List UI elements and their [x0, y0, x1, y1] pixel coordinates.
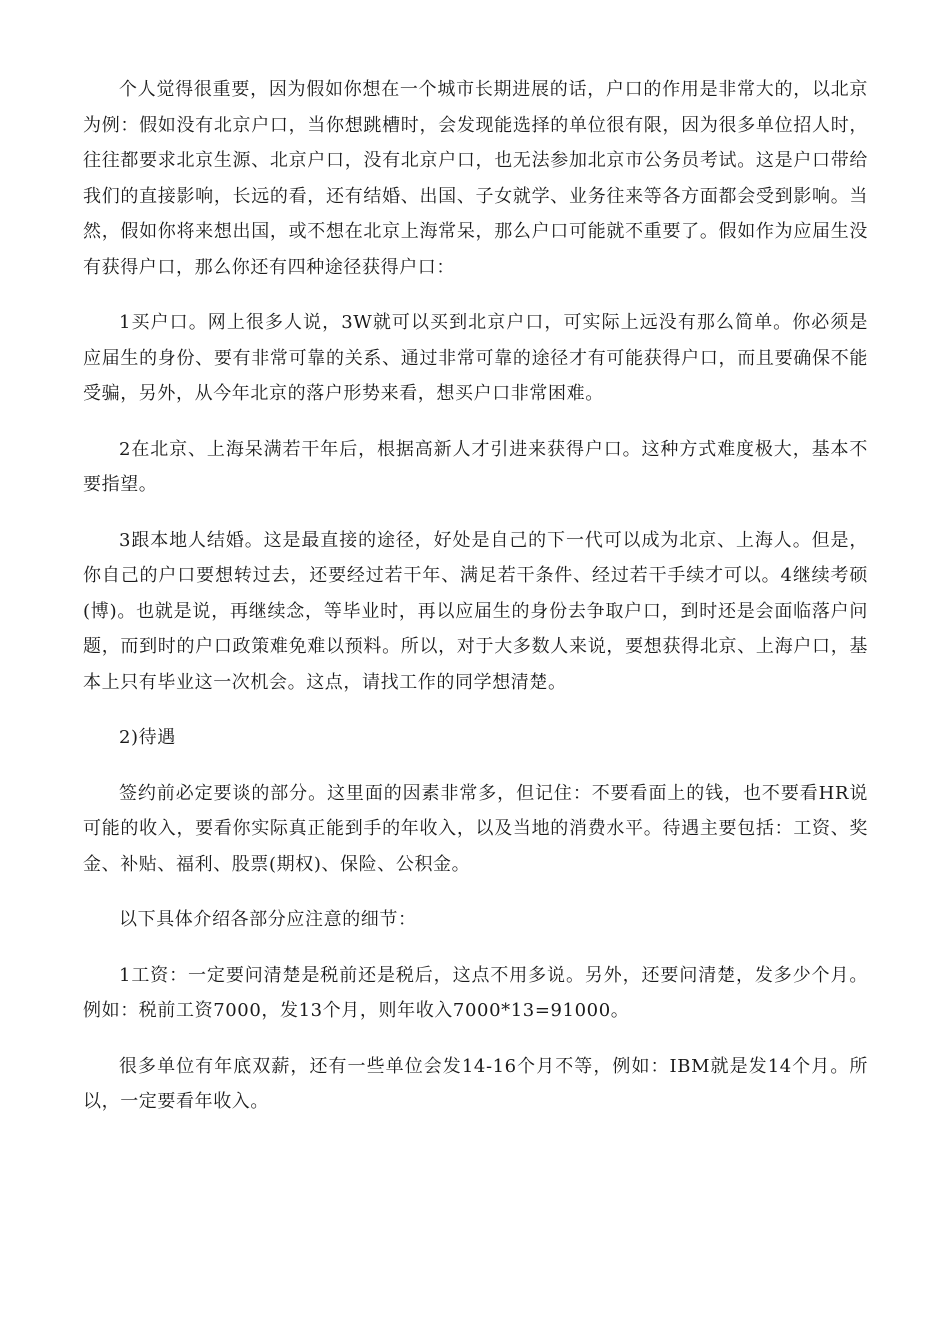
paragraph-details-intro: 以下具体介绍各部分应注意的细节：: [119, 909, 417, 930]
section-heading-compensation: 2)待遇: [119, 727, 176, 748]
paragraph-salary: 1工资：一定要问清楚是税前还是税后，这点不用多说。另外，还要问清楚，发多少个月。例如：税前工资7000，发13个月，则年收入7000*13=91000。: [83, 964, 868, 1021]
paragraph-hukou-importance: 个人觉得很重要，因为假如你想在一个城市长期进展的话，户口的作用是非常大的，以北京为例：假如没有北京户口，当你想跳槽时，会发现能选择的单位很有限，因为很多单位招人时，往往都要求北京生源、北京户口，没有北京户口，也无法参加北京市公务员考试。这是户口带给我们的直接影响，长远的看，还有结婚、出国、子女就学、业务往来等各方面都会受到影响。当然，假如你将来想出国，或不想在北京上海常呆，那么户口可能就不重要了。假如作为应届生没有获得户口，那么你还有四种途径获得户口：: [83, 79, 868, 278]
paragraph-talent-introduction: 2在北京、上海呆满若干年后，根据高新人才引进来获得户口。这种方式难度极大，基本不要指望。: [83, 438, 868, 495]
paragraph-buy-hukou: 1买户口。网上很多人说，3W就可以买到北京户口，可实际上远没有那么简单。你必须是应届生的身份、要有非常可靠的关系、通过非常可靠的途径才有可能获得户口，而且要确保不能受骗，另外，从今年北京的落户形势来看，想买户口非常困难。: [83, 312, 868, 404]
paragraph-annual-income: 很多单位有年底双薪，还有一些单位会发14-16个月不等，例如：IBM就是发14个月。所以，一定要看年收入。: [83, 1055, 868, 1112]
document-body: [83, 72, 868, 1140]
paragraph-marriage-and-further-study: 3跟本地人结婚。这是最直接的途径，好处是自己的下一代可以成为北京、上海人。但是，你自己的户口要想转过去，还要经过若干年、满足若干条件、经过若干手续才可以。4继续考硕(博)。也就是说，再继续念，等毕业时，再以应届生的身份去争取户口，到时还是会面临落户问题，而到时的户口政策难免难以预料。所以，对于大多数人来说，要想获得北京、上海户口，基本上只有毕业这一次机会。这点，请找工作的同学想清楚。: [83, 529, 868, 693]
paragraph-compensation-overview: 签约前必定要谈的部分。这里面的因素非常多，但记住：不要看面上的钱，也不要看HR说可能的收入，要看你实际真正能到手的年收入，以及当地的消费水平。待遇主要包括：工资、奖金、补贴、福利、股票(期权)、保险、公积金。: [83, 782, 868, 875]
